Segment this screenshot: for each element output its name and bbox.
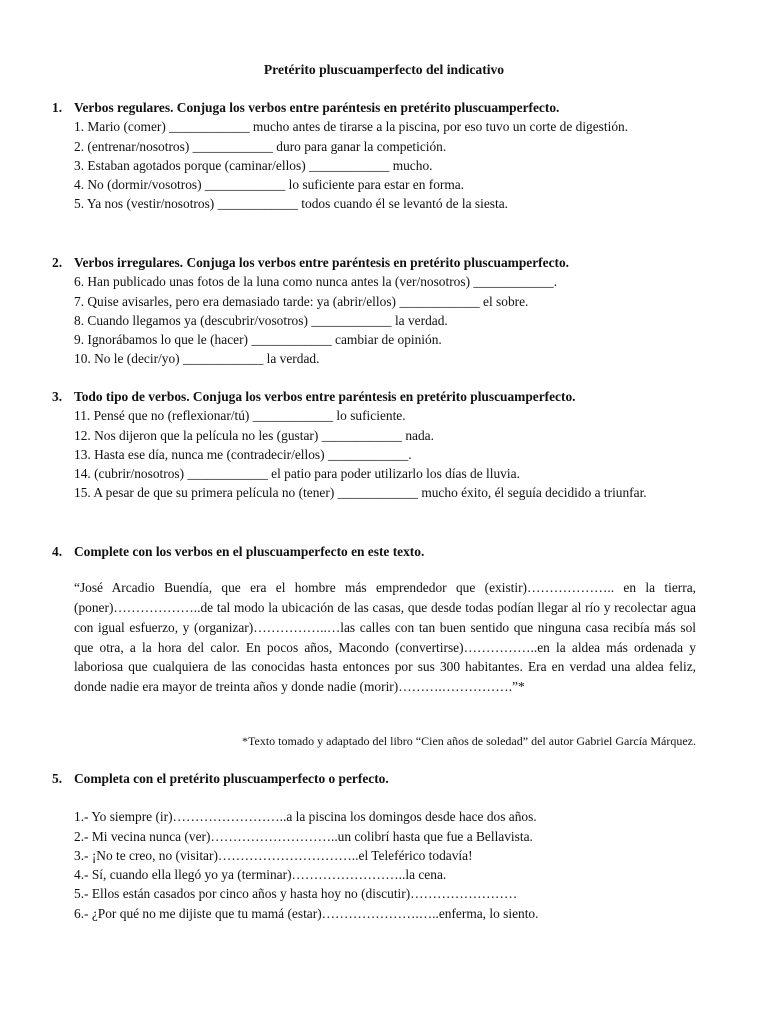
section-heading — [52, 98, 697, 117]
section-heading-text: Verbos irregulares. Conjuga los verbos entre paréntesis en pretérito pluscuamperfecto. — [74, 255, 570, 270]
exercise-item: 10. No le (decir/yo) ____________ la verdad. — [74, 351, 320, 367]
exercise-item: 9. Ignorábamos lo que le (hacer) ____________ cambiar de opinión. — [74, 332, 442, 348]
exercise-item: 7. Quise avisarles, pero era demasiado tarde: ya (abrir/ellos) ____________ el sobre. — [74, 293, 529, 309]
exercise-item: 11. Pensé que no (reflexionar/tú) ____________ lo suficiente. — [74, 408, 406, 424]
section-heading-text: Todo tipo de verbos. Conjuga los verbos entre paréntesis en pretérito pluscuamperfecto. — [74, 389, 576, 404]
exercise-item: 5.- Ellos están casados por cinco años y hasta hoy no (discutir)…………………… — [74, 886, 518, 902]
exercise-item: 3.- ¡No te creo, no (visitar)…………………………..el Teleférico todavía! — [74, 847, 473, 863]
page-title: Pretérito pluscuamperfecto del indicativo — [263, 62, 505, 77]
exercise-item: 13. Hasta ese día, nunca me (contradecir/ellos) ____________. — [74, 446, 412, 462]
exercise-item: 2.- Mi vecina nunca (ver)………………………..un colibrí hasta que fue a Bellavista. — [74, 828, 533, 844]
exercise-item: 1. Mario (comer) ____________ mucho antes de tirarse a la piscina, por eso tuvo un corte de digestión. — [74, 119, 629, 135]
section-heading-text: Complete con los verbos en el pluscuamperfecto en este texto. — [74, 544, 425, 559]
section-heading — [52, 387, 697, 406]
exercise-item: 2. (entrenar/nosotros) ____________ duro para ganar la competición. — [74, 138, 447, 154]
exercise-item: 6.- ¿Por qué no me dijiste que tu mamá (estar)………………….…..enferma, lo siento. — [74, 905, 539, 921]
section-number: 4. — [52, 544, 63, 559]
section-5 — [52, 769, 697, 923]
section-number: 3. — [52, 389, 63, 404]
section-3 — [52, 387, 697, 503]
exercise-item: 1.- Yo siempre (ir)……………………..a la piscina los domingos desde hace dos años. — [74, 809, 537, 825]
section-number: 1. — [52, 100, 63, 115]
section-number: 5. — [52, 771, 63, 786]
exercise-item: 12. Nos dijeron que la película no les (gustar) ____________ nada. — [74, 427, 434, 443]
text-passage: “José Arcadio Buendía, que era el hombre más emprendedor que (existir)……………….. en la tierra, (poner)………………..de tal modo la ubicación de las casas, que desde todas podían llegar al río y recolectar agua con igual esfuerzo, y (organizar)……………..…las calles con tan buen sentido que ninguna casa recibía más sol que otra, a la hora del calor. En pocos años, Macondo (convertirse)……………..en la aldea más ordenada y laboriosa que cualquiera de las conocidas hasta entonces por sus 300 habitantes. Era en verdad una aldea feliz, donde nadie era mayor de treinta años y donde nadie (morir)……….…………….”* — [74, 580, 696, 695]
section-1 — [52, 98, 697, 214]
section-heading-text: Verbos regulares. Conjuga los verbos entre paréntesis en pretérito pluscuamperfecto. — [74, 100, 560, 115]
section-heading — [52, 542, 697, 561]
exercise-item: 5. Ya nos (vestir/nosotros) ____________ todos cuando él se levantó de la siesta. — [74, 196, 509, 212]
section-4 — [52, 542, 697, 697]
section-number: 2. — [52, 255, 63, 270]
section-heading — [52, 253, 697, 272]
exercise-item: 4. No (dormir/vosotros) ____________ lo suficiente para estar en forma. — [74, 177, 465, 193]
exercise-item: 14. (cubrir/nosotros) ____________ el patio para poder utilizarlo los días de lluvia. — [74, 466, 520, 482]
exercise-item: 8. Cuando llegamos ya (descubrir/vosotros) ____________ la verdad. — [74, 312, 448, 328]
source-footnote: *Texto tomado y adaptado del libro “Cien años de soledad” del autor Gabriel García Márquez. — [242, 734, 696, 748]
exercise-item: 4.- Sí, cuando ella llegó yo ya (terminar)……………………..la cena. — [74, 867, 447, 883]
section-heading-text: Completa con el pretérito pluscuamperfecto o perfecto. — [74, 771, 389, 786]
exercise-item: 3. Estaban agotados porque (caminar/ellos) ____________ mucho. — [74, 157, 433, 173]
exercise-item: 15. A pesar de que su primera película no (tener) ____________ mucho éxito, él seguía decidido a triunfar. — [74, 485, 647, 501]
section-2 — [52, 253, 697, 369]
section-heading — [52, 769, 697, 788]
exercise-item: 6. Han publicado unas fotos de la luna como nunca antes la (ver/nosotros) ____________. — [74, 274, 558, 290]
